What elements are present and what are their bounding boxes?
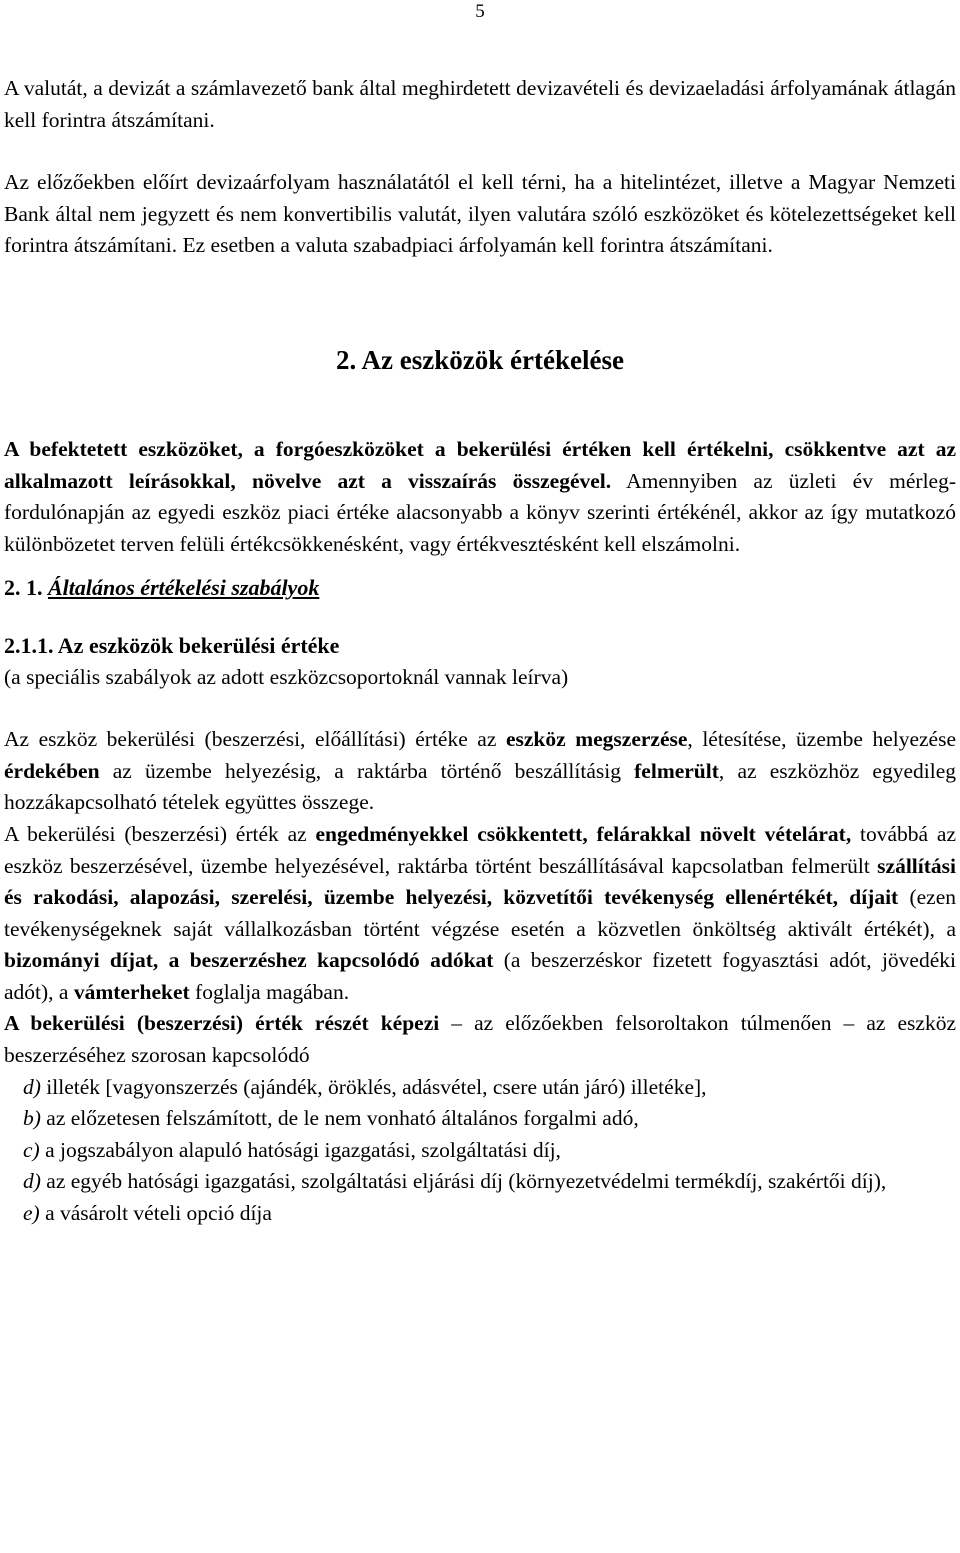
paragraph-purchase-value	[4, 819, 956, 1009]
list-item-text: a jogszabályon alapuló hatósági igazgatási, szolgáltatási díj,	[39, 1137, 561, 1162]
list-item	[4, 1103, 956, 1135]
list-item-text: az előzetesen felszámított, de le nem vonható általános forgalmi adó,	[40, 1106, 639, 1131]
subsection-title: Általános értékelési szabályok	[48, 575, 320, 601]
list-item-text: az egyéb hatósági igazgatási, szolgáltatási eljárási díj (környezetvédelmi termékdíj, szakértői díj),	[40, 1169, 887, 1194]
component-list	[4, 1072, 956, 1230]
section-heading-asset-valuation: 2. Az eszközök értékelése	[336, 344, 624, 375]
paragraph-exchange-rate-exception: Az előzőekben előírt devizaárfolyam használatától el kell térni, ha a hitelintézet, illetve a Magyar Nemzeti Bank által nem jegyzett és nem konvertibilis valutát, ilyen valutára szóló eszközöket és kötelezettségeket kell forintra átszámítani. Ez esetben a valuta szabadpiaci árfolyamán kell forintra átszámítani.	[4, 170, 956, 258]
bold-run: szállítási és rakodási, alapozási, szerelési, üzembe helyezési, közvetítői tevékenység ellenértékét, díjait	[4, 853, 956, 910]
list-item-label: e)	[23, 1201, 40, 1226]
text-run: A bekerülési (beszerzési) érték az	[4, 821, 316, 846]
text-run: (ezen tevékenységeknek saját vállalkozásban történt végzése esetén a közvetlen önköltség aktivált értékét), a	[4, 885, 956, 941]
bold-run: eszköz megszerzése	[505, 727, 688, 752]
list-item-text: a vásárolt vételi opció díja	[39, 1201, 272, 1226]
bold-run: engedményekkel csökkentett, felárakkal növelt vételárat,	[315, 821, 852, 846]
bold-run: felmerült	[634, 758, 719, 783]
list-item-label: d)	[23, 1169, 41, 1194]
list-item-text: illeték [vagyonszerzés (ajándék, öröklés, adásvétel, csere után járó) illetéke],	[40, 1074, 707, 1099]
text-run: , létesítése, üzembe helyezése	[687, 727, 956, 752]
text-run: foglalja magában.	[189, 979, 350, 1004]
text-run: – az előzőekben felsoroltakon túlmenően – az eszköz beszerzéséhez szorosan kapcsolódó	[4, 1011, 956, 1068]
valuation-rule-text: Amennyiben az üzleti év mérleg-fordulónapján az egyedi eszköz piaci értéke alacsonyabb a könyv szerinti értékénél, akkor az így mutatkozó különbözetet terven felüli értékcsökkenésként, vagy értékvesztésként kell elszámolni.	[4, 468, 956, 556]
paragraph-value-components	[4, 1008, 956, 1071]
document-body	[4, 73, 956, 1230]
subsubsection-note: (a speciális szabályok az adott eszközcsoportoknál vannak leírva)	[4, 664, 569, 689]
bold-run: érdekében	[4, 758, 100, 783]
valuation-rule-bold: A befektetett eszközöket, a forgóeszközöket a bekerülési értéken kell értékelni, csökkentve azt az alkalmazott leírásokkal, növelve azt a visszaírás összegével.	[4, 436, 956, 493]
paragraph-currency-conversion: A valutát, a devizát a számlavezető bank által meghirdetett devizavételi és devizaeladási árfolyamának átlagán kell forintra átszámítani.	[4, 76, 956, 132]
bold-run: vámterheket	[73, 979, 190, 1004]
list-item	[4, 1198, 956, 1230]
text-run: Az eszköz bekerülési (beszerzési, előállítási) értéke az	[4, 727, 506, 752]
text-run: (a beszerzéskor fizetett fogyasztási adót, jövedéki adót), a	[4, 948, 956, 1004]
list-item-label: b)	[23, 1106, 41, 1131]
page-number: 5	[475, 1, 485, 22]
subsection-heading-general-rules	[4, 572, 956, 604]
list-item-label: c)	[23, 1137, 40, 1162]
paragraph-acquisition-definition	[4, 724, 956, 819]
list-item	[4, 1166, 956, 1198]
bold-run: bizományi díjat, a beszerzéshez kapcsolódó adókat	[4, 948, 494, 973]
text-run: az üzembe helyezésig, a raktárba történő beszállításig	[99, 758, 635, 783]
bold-run: A bekerülési (beszerzési) érték részét képezi	[4, 1011, 440, 1036]
list-item	[4, 1135, 956, 1167]
list-item	[4, 1072, 956, 1104]
paragraph-valuation-rule	[4, 434, 956, 560]
text-run: , az eszközhöz egyedileg hozzákapcsolható tételek együttes összege.	[4, 758, 957, 815]
subsection-number: 2. 1.	[4, 575, 43, 601]
list-item-label: d)	[23, 1074, 41, 1099]
subsubsection-heading-acquisition-value: 2.1.1. Az eszközök bekerülési értéke	[4, 632, 340, 658]
text-run: továbbá az eszköz beszerzésével, üzembe helyezésével, raktárba történt beszállításával kapcsolatban felmerült	[4, 821, 956, 878]
